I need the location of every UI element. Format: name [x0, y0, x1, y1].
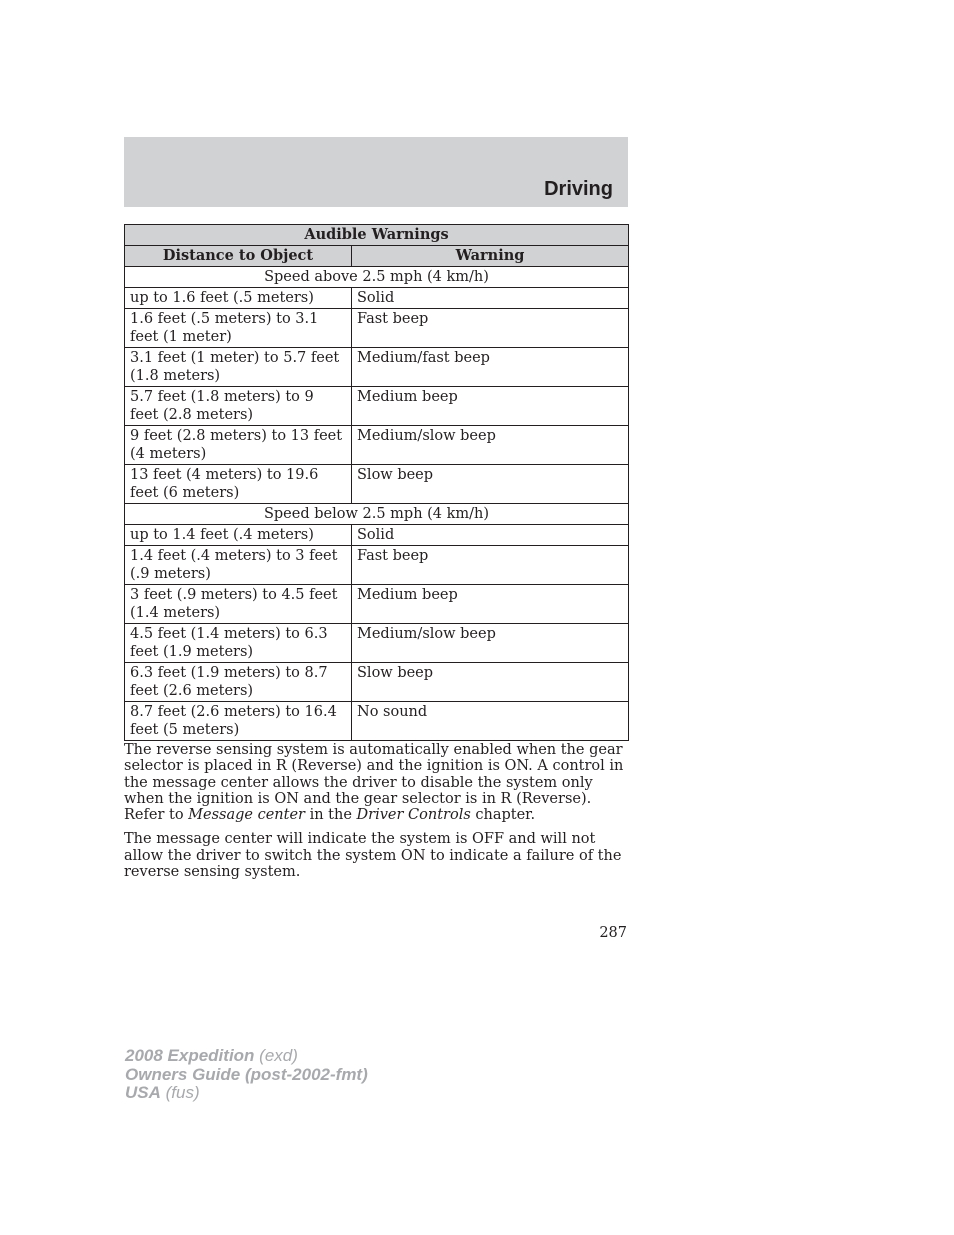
table-body: [125, 267, 629, 741]
footer-market: USA: [125, 1083, 161, 1102]
table-row: [125, 624, 629, 663]
warning-cell: Medium/fast beep: [352, 348, 629, 387]
distance-cell: 3.1 feet (1 meter) to 5.7 feet (1.8 meters): [125, 348, 352, 387]
column-header-distance: Distance to Object: [125, 246, 352, 267]
table-title-row: [125, 225, 629, 246]
footer-line-model: [125, 1047, 368, 1066]
paragraph-text: in the: [304, 807, 357, 824]
footer-guide: Owners Guide (post-2002-fmt): [125, 1064, 368, 1084]
footer-model: 2008 Expedition: [125, 1046, 255, 1065]
warning-cell: Fast beep: [352, 546, 629, 585]
warning-cell: Slow beep: [352, 465, 629, 504]
table-row: [125, 525, 629, 546]
warning-cell: No sound: [352, 702, 629, 741]
column-header-warning: Warning: [352, 246, 629, 267]
page-number: 287: [599, 925, 627, 941]
warning-cell: Solid: [352, 525, 629, 546]
warning-cell: Medium beep: [352, 585, 629, 624]
paragraph-text: chapter.: [470, 807, 536, 824]
speed-section-label: Speed above 2.5 mph (4 km/h): [125, 267, 629, 288]
table-row: [125, 288, 629, 309]
cross-reference-driver-controls: Driver Controls: [356, 807, 471, 824]
distance-cell: up to 1.4 feet (.4 meters): [125, 525, 352, 546]
distance-cell: 13 feet (4 meters) to 19.6 feet (6 meters): [125, 465, 352, 504]
table-row: [125, 309, 629, 348]
distance-cell: 4.5 feet (1.4 meters) to 6.3 feet (1.9 meters): [125, 624, 352, 663]
distance-cell: 1.4 feet (.4 meters) to 3 feet (.9 meters): [125, 546, 352, 585]
table-row: [125, 465, 629, 504]
footer-line-market: [125, 1084, 368, 1103]
speed-section-label: Speed below 2.5 mph (4 km/h): [125, 504, 629, 525]
table-row: [125, 387, 629, 426]
distance-cell: 6.3 feet (1.9 meters) to 8.7 feet (2.6 meters): [125, 663, 352, 702]
footer-line-guide: [125, 1066, 368, 1085]
body-text: [124, 742, 628, 888]
paragraph-enable-system: [124, 742, 628, 823]
table-row: [125, 585, 629, 624]
warning-cell: Fast beep: [352, 309, 629, 348]
warning-cell: Medium beep: [352, 387, 629, 426]
section-header-band: [124, 137, 628, 207]
table-header-row: [125, 246, 629, 267]
warning-cell: Medium/slow beep: [352, 624, 629, 663]
table-row: [125, 546, 629, 585]
warning-cell: Slow beep: [352, 663, 629, 702]
distance-cell: 9 feet (2.8 meters) to 13 feet (4 meters): [125, 426, 352, 465]
section-title: Driving: [544, 178, 613, 200]
table-row: [125, 426, 629, 465]
warning-cell: Solid: [352, 288, 629, 309]
distance-cell: 8.7 feet (2.6 meters) to 16.4 feet (5 meters): [125, 702, 352, 741]
warning-cell: Medium/slow beep: [352, 426, 629, 465]
table-row: [125, 348, 629, 387]
table-row: [125, 663, 629, 702]
audible-warnings-table: [124, 224, 629, 741]
table-section-row: [125, 504, 629, 525]
table-section-row: [125, 267, 629, 288]
table-row: [125, 702, 629, 741]
footer-market-code: (fus): [160, 1083, 200, 1102]
table-title: Audible Warnings: [125, 225, 629, 246]
distance-cell: 5.7 feet (1.8 meters) to 9 feet (2.8 meters): [125, 387, 352, 426]
cross-reference-message-center: Message center: [188, 807, 305, 824]
footer-model-code: (exd): [254, 1046, 298, 1065]
distance-cell: 3 feet (.9 meters) to 4.5 feet (1.4 meters): [125, 585, 352, 624]
document-footer: [125, 1047, 368, 1103]
paragraph-failure-indication: The message center will indicate the system is OFF and will not allow the driver to switch the system ON to indicate a failure of the reverse sensing system.: [124, 831, 622, 881]
distance-cell: up to 1.6 feet (.5 meters): [125, 288, 352, 309]
paragraph-text: The reverse sensing system is automatically enabled when the gear selector is placed in R (Reverse) and the ignition is ON. A control in the message center allows the driver to disable the system only when the ignition is ON and the gear selector is in R (Reverse). Refer to: [124, 742, 624, 824]
distance-cell: 1.6 feet (.5 meters) to 3.1 feet (1 meter): [125, 309, 352, 348]
